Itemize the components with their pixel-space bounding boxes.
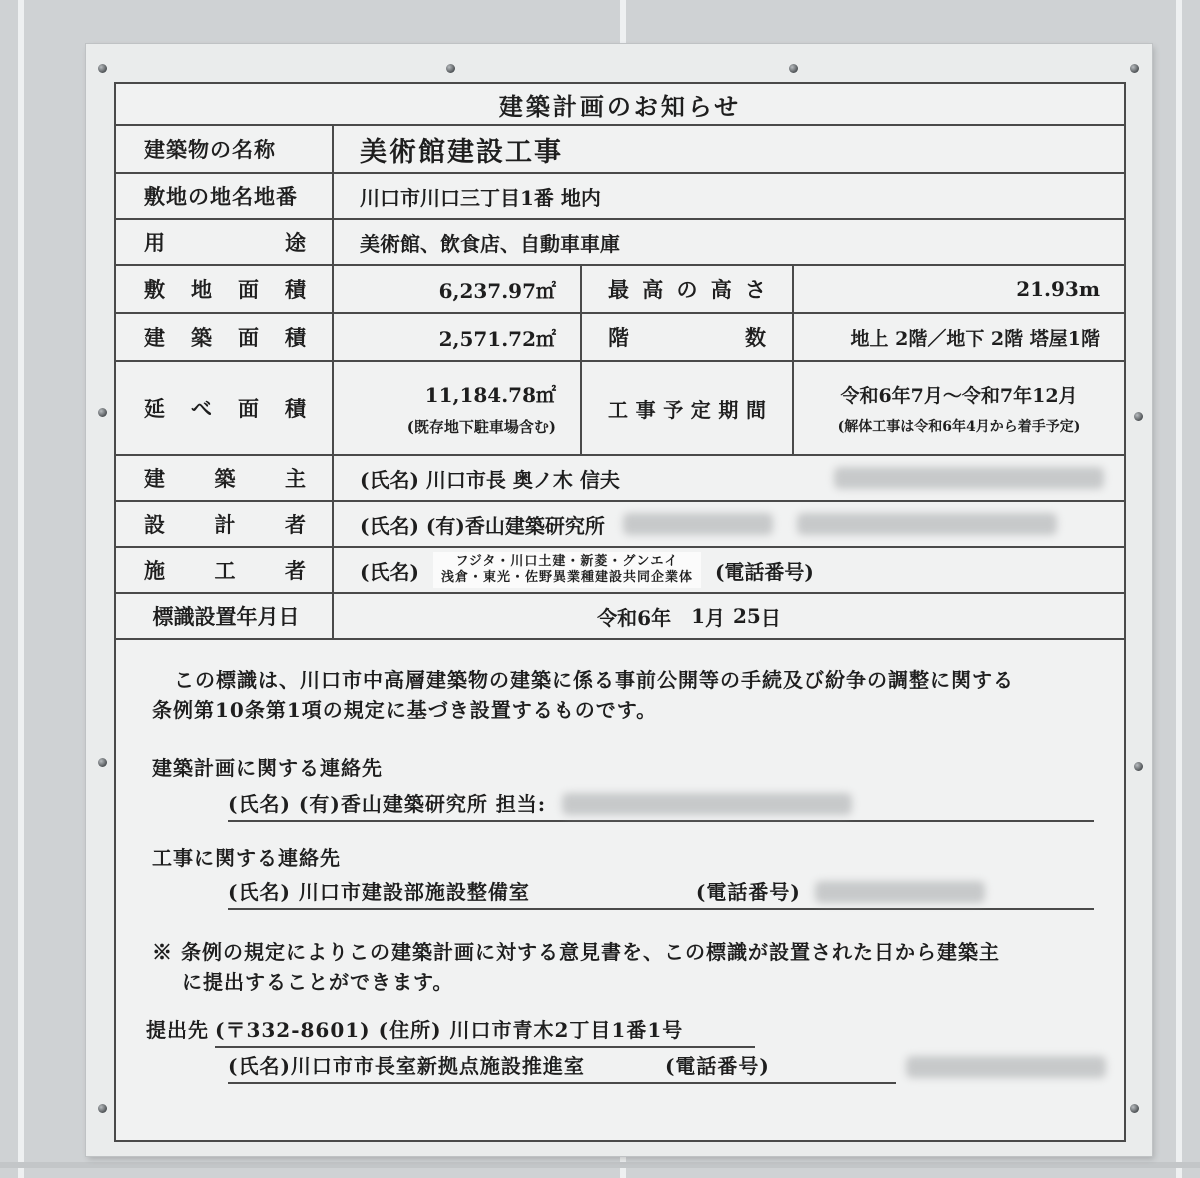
sign-title: 建築計画のお知らせ bbox=[498, 91, 742, 121]
note-construction-period: (解体工事は令和6年4月から着手予定) bbox=[837, 418, 1081, 435]
value-site-address: 川口市川口三丁目1番 地内 bbox=[332, 174, 1124, 218]
label-char: 積 bbox=[285, 396, 306, 421]
row-sign-date bbox=[116, 594, 1124, 640]
sign-date-era: 令和6年 bbox=[597, 605, 672, 630]
label-char: 工 bbox=[214, 558, 236, 583]
submit-name-line bbox=[228, 1050, 896, 1084]
screw-icon bbox=[446, 64, 455, 73]
label-char: 者 bbox=[285, 512, 306, 537]
label-char: 高 bbox=[642, 277, 664, 302]
value-total-floor-area: 11,184.78㎡ bbox=[424, 383, 556, 407]
label-total-floor-area bbox=[116, 362, 332, 454]
label-char: 地 bbox=[191, 277, 212, 302]
notice-board bbox=[86, 44, 1152, 1156]
works-contact: (氏名) 川口市建設部施設整備室 bbox=[228, 880, 530, 904]
redacted-name bbox=[623, 513, 773, 535]
label-construction-period bbox=[580, 362, 792, 454]
value-usage: 美術館、飲食店、自動車車庫 bbox=[332, 220, 1124, 264]
owner-cell bbox=[332, 456, 1124, 500]
jv-line-2: 浅倉・東光・佐野異業種建設共同企業体 bbox=[440, 570, 693, 585]
label-char: さ bbox=[745, 277, 766, 302]
label-char: 建 bbox=[144, 325, 165, 350]
notice-line-1: この標識は、川口市中高層建築物の建築に係る事前公開等の手続及び紛争の調整に関する bbox=[174, 668, 1014, 692]
label-building-area bbox=[116, 314, 332, 360]
label-char: 面 bbox=[238, 396, 259, 421]
opinion-line-2: に提出することができます。 bbox=[182, 970, 454, 994]
label-char: 間 bbox=[745, 397, 766, 422]
label-designer bbox=[116, 502, 332, 546]
note-total-floor-area: (既存地下駐車場含む) bbox=[406, 418, 556, 436]
redacted-phone bbox=[834, 467, 1104, 489]
row-owner bbox=[116, 456, 1124, 502]
submit-address: (〒332-8601) (住所) 川口市青木2丁目1番1号 bbox=[215, 1014, 755, 1048]
sign-sheet bbox=[114, 82, 1126, 1142]
works-contact-heading: 工事に関する連絡先 bbox=[152, 846, 341, 870]
contractor-cell bbox=[332, 548, 1124, 592]
label-char: 建 bbox=[144, 466, 165, 491]
works-phone-label: (電話番号) bbox=[695, 880, 801, 904]
label-char: 数 bbox=[745, 325, 766, 350]
total-floor-area-cell bbox=[332, 362, 580, 454]
jv-sticker bbox=[433, 552, 701, 588]
label-char: 面 bbox=[238, 277, 259, 302]
wall-seam bbox=[18, 0, 24, 1178]
label-char: 敷 bbox=[144, 277, 165, 302]
opinion-line-1: ※ 条例の規定によりこの建築計画に対する意見書を、この標識が設置された日から建築主 bbox=[152, 940, 1000, 964]
screw-icon bbox=[98, 64, 107, 73]
value-floors: 地上 2階／地下 2階 塔屋1階 bbox=[792, 314, 1124, 360]
redacted-phone bbox=[797, 513, 1057, 535]
contractor-prefix: (氏名) bbox=[360, 559, 419, 584]
label-usage bbox=[116, 220, 332, 264]
label-site-area bbox=[116, 266, 332, 312]
works-contact-line bbox=[228, 876, 1094, 910]
contractor-phone-label: (電話番号) bbox=[714, 559, 814, 584]
sign-date-cell bbox=[332, 594, 1124, 638]
label-char: 最 bbox=[608, 277, 629, 302]
screw-icon bbox=[1134, 412, 1143, 421]
label-char: 施 bbox=[144, 558, 165, 583]
label-char: 計 bbox=[214, 512, 236, 537]
label-char: 階 bbox=[608, 325, 629, 350]
plan-contact: (氏名) (有)香山建築研究所 担当: bbox=[228, 792, 547, 816]
label-char: 工 bbox=[608, 397, 628, 422]
redacted-contact bbox=[562, 793, 852, 815]
label-building-name: 建築物の名称 bbox=[144, 137, 276, 162]
label-char: 期 bbox=[718, 397, 739, 422]
plan-contact-heading: 建築計画に関する連絡先 bbox=[152, 756, 383, 780]
screw-icon bbox=[1130, 1104, 1139, 1113]
label-floors bbox=[580, 314, 792, 360]
label-char: 者 bbox=[285, 558, 306, 583]
sign-date-day: 25 bbox=[733, 604, 761, 628]
submit-label: 提出先 bbox=[146, 1018, 209, 1042]
label-char: 積 bbox=[285, 325, 306, 350]
jv-line-1: フジタ・川口土建・新菱・グンエイ bbox=[455, 554, 679, 569]
row-designer bbox=[116, 502, 1124, 548]
sign-date-day-unit: 日 bbox=[760, 605, 781, 630]
row-site-address bbox=[116, 174, 1124, 220]
plan-contact-line bbox=[228, 788, 1094, 822]
label-char: 築 bbox=[191, 325, 212, 350]
wall-seam bbox=[1176, 0, 1182, 1178]
redacted-phone bbox=[906, 1056, 1106, 1078]
value-max-height: 21.93m bbox=[792, 266, 1124, 312]
screw-icon bbox=[789, 64, 798, 73]
notice-line-2: 条例第10条第1項の規定に基づき設置するものです。 bbox=[152, 698, 658, 722]
construction-period-cell bbox=[792, 362, 1124, 454]
row-building-area bbox=[116, 314, 1124, 362]
row-contractor bbox=[116, 548, 1124, 594]
designer-cell bbox=[332, 502, 1124, 546]
label-contractor bbox=[116, 548, 332, 592]
value-site-area: 6,237.97㎡ bbox=[332, 266, 580, 312]
label-char: 設 bbox=[144, 512, 165, 537]
value-construction-period: 令和6年7月～令和7年12月 bbox=[840, 384, 1078, 407]
label-char: 途 bbox=[285, 230, 306, 255]
label-char: 定 bbox=[690, 397, 711, 422]
label-max-height bbox=[580, 266, 792, 312]
submit-phone-label: (電話番号) bbox=[664, 1054, 770, 1078]
label-char: 用 bbox=[144, 230, 165, 255]
label-char: 面 bbox=[238, 325, 259, 350]
row-total-floor-area bbox=[116, 362, 1124, 456]
label-owner bbox=[116, 456, 332, 500]
label-char: 予 bbox=[663, 397, 684, 422]
submit-name: (氏名)川口市市長室新拠点施設推進室 bbox=[228, 1054, 585, 1078]
sign-date-month-unit: 月 bbox=[705, 605, 725, 630]
row-site-area bbox=[116, 266, 1124, 314]
screw-icon bbox=[98, 1104, 107, 1113]
submit-address-line bbox=[146, 1014, 755, 1048]
label-char: の bbox=[676, 277, 698, 302]
wall-seam bbox=[0, 1162, 1200, 1168]
value-designer: (氏名) (有)香山建築研究所 bbox=[360, 513, 605, 538]
label-char: 築 bbox=[214, 466, 236, 491]
sign-date-month: 1 bbox=[691, 604, 705, 628]
label-char: 主 bbox=[285, 466, 306, 491]
screw-icon bbox=[98, 758, 107, 767]
value-building-area: 2,571.72㎡ bbox=[332, 314, 580, 360]
value-building-name: 美術館建設工事 bbox=[332, 126, 1124, 172]
label-char: 事 bbox=[635, 397, 656, 422]
label-char: 延 bbox=[144, 396, 165, 421]
label-char: べ bbox=[191, 396, 212, 421]
screw-icon bbox=[1130, 64, 1139, 73]
screw-icon bbox=[98, 408, 107, 417]
row-building-name bbox=[116, 126, 1124, 174]
screw-icon bbox=[1134, 762, 1143, 771]
label-char: 積 bbox=[285, 277, 306, 302]
label-sign-date: 標識設置年月日 bbox=[152, 604, 300, 629]
label-char: 高 bbox=[710, 277, 732, 302]
title-row bbox=[116, 84, 1124, 126]
redacted-phone bbox=[815, 881, 985, 903]
label-site-address: 敷地の地名地番 bbox=[144, 184, 298, 209]
row-usage bbox=[116, 220, 1124, 266]
value-owner: (氏名) 川口市長 奥ノ木 信夫 bbox=[360, 467, 620, 492]
